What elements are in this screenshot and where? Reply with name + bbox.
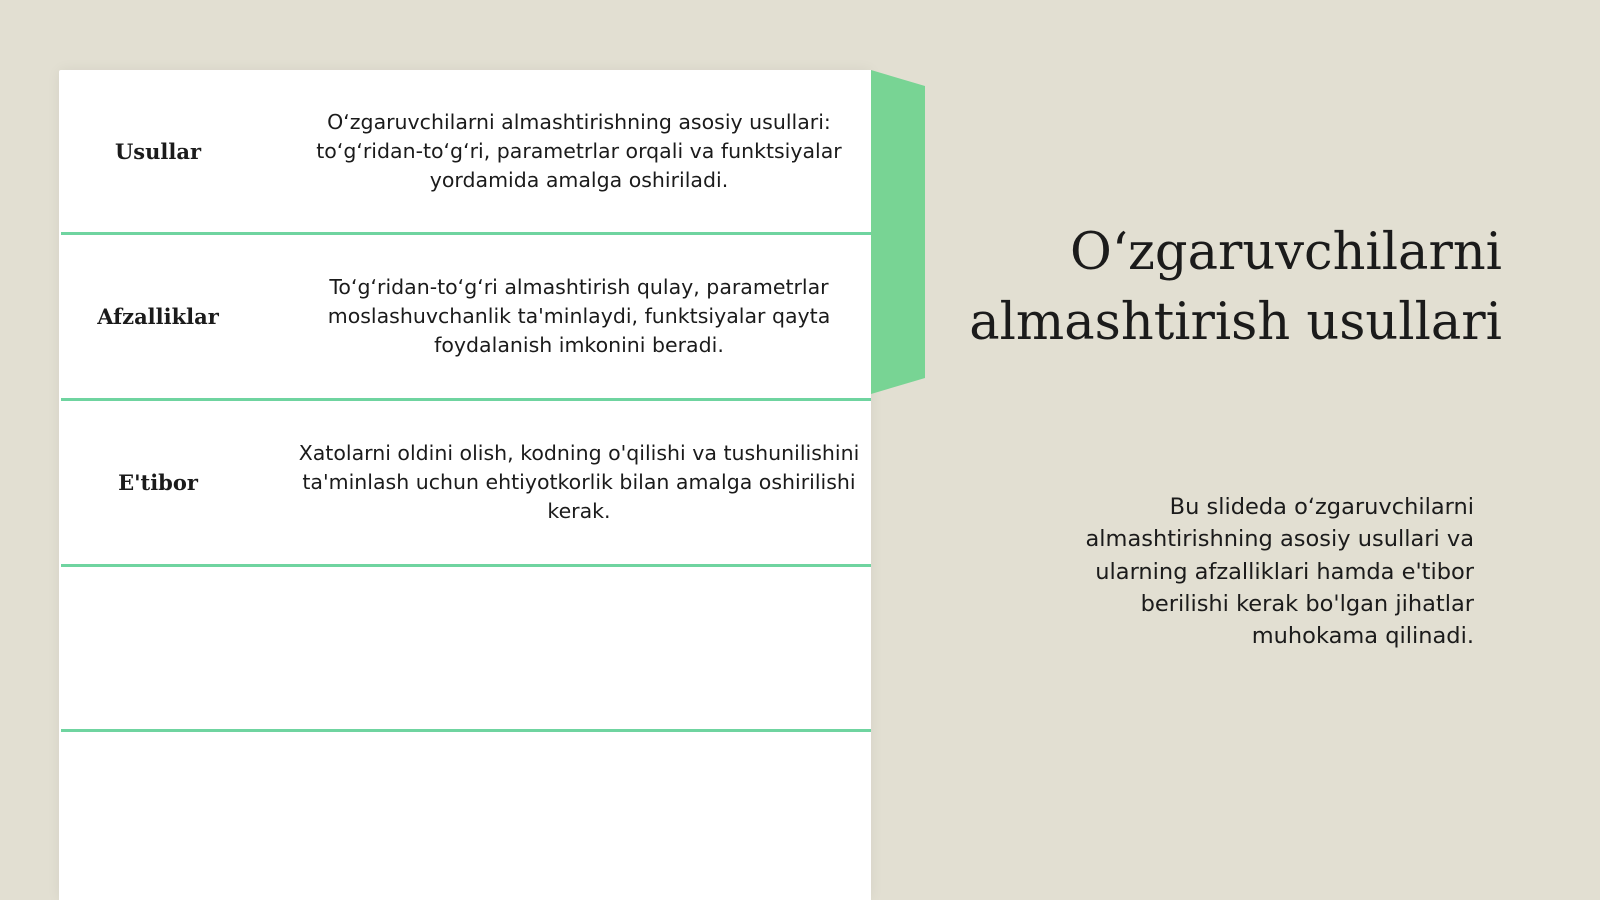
table-row	[59, 567, 871, 730]
row-label	[79, 732, 237, 895]
table-row	[59, 70, 871, 233]
row-label: E'tibor	[118, 469, 198, 495]
row-label: Afzalliklar	[97, 303, 219, 329]
table-row	[59, 401, 871, 564]
table-row	[59, 732, 871, 895]
row-text: Toʻgʻridan-toʻgʻri almashtirish qulay, parametrlar moslashuvchanlik ta'minlaydi, funktsiyalar qayta foydalanish imkonini beradi.	[327, 275, 831, 357]
slide-description: Bu slideda oʻzgaruvchilarni almashtirishning asosiy usullari va ularning afzalliklari hamda e'tibor berilishi kerak bo'lgan jihatlar muhokama qilinadi.	[1085, 494, 1474, 650]
row-text: Xatolarni oldini olish, kodning o'qilishi va tushunilishini ta'minlash uchun ehtiyotkorlik bilan amalga oshirilishi kerak.	[298, 441, 860, 523]
table-row	[59, 235, 871, 398]
row-text: Oʻzgaruvchilarni almashtirishning asosiy usullari: toʻgʻridan-toʻgʻri, parametrlar orqali va funktsiyalar yordamida amalga oshiriladi.	[316, 110, 842, 192]
row-label: Usullar	[114, 138, 202, 164]
slide-title: Oʻzgaruvchilarni almashtirish usullari	[969, 223, 1502, 352]
row-label	[79, 567, 237, 730]
row-text	[279, 567, 879, 730]
row-text	[279, 732, 879, 895]
table-card	[59, 70, 871, 900]
